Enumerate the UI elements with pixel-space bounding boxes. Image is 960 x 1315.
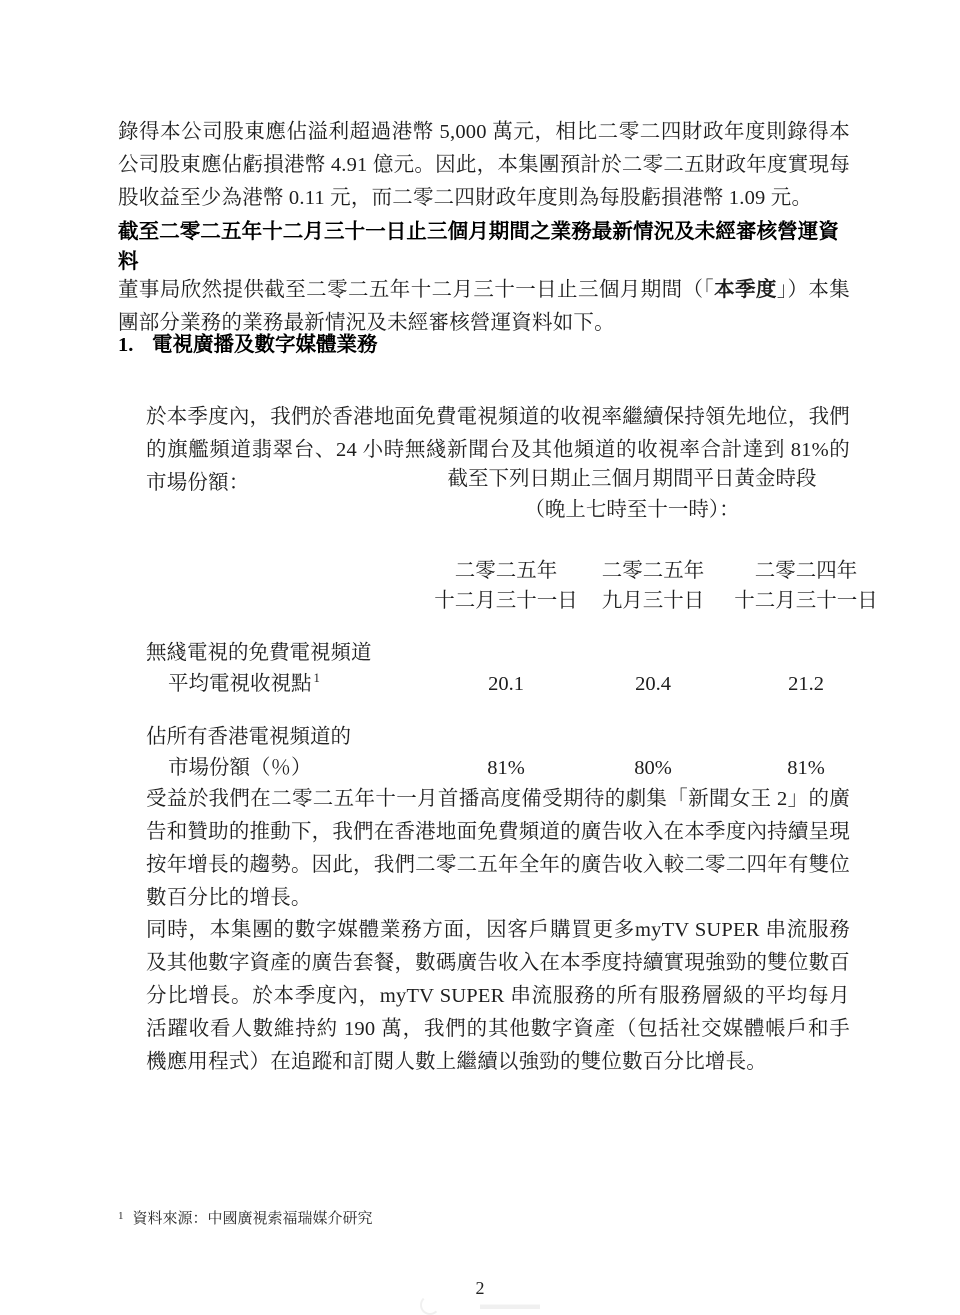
table-header-label-col — [146, 556, 432, 616]
table-row-1-label-line1: 無綫電視的免費電視頻道 — [146, 642, 372, 664]
table-header-col-2 — [588, 556, 718, 616]
table-row-1-label — [146, 638, 432, 700]
footnote — [118, 1208, 718, 1230]
table-header-row — [146, 556, 878, 616]
section-1-heading — [118, 330, 858, 360]
table-caption-line1: 截至下列日期止三個月期間平日黃金時段 — [447, 468, 817, 490]
table-header-col-1 — [432, 556, 580, 616]
table-row-1-value-1: 20.1 — [488, 673, 524, 695]
table-header-col-2-date: 九月三十日 — [601, 590, 705, 612]
footnote-marker-1: 1 — [313, 671, 320, 686]
table-row-1-label-line2: 平均電視收視點 $^1$ — [168, 671, 320, 695]
board-statement-after: 」）本集團部分業務的業務最新情況及未經審核營運資料如下。 — [118, 278, 850, 334]
board-statement-before: 董事局欣然提供截至二零二五年十二月三十一日止三個月期間（「 — [118, 278, 715, 301]
watermark-swirl-icon — [420, 1295, 440, 1315]
table-row-1-value-2: 20.4 — [635, 673, 671, 695]
page-watermark — [0, 1296, 960, 1314]
table-header-col-3-year: 二零二四年 — [754, 560, 858, 582]
advertising-paragraph: 受益於我們在二零二五年十一月首播高度備受期待的劇集「新聞女王 2」的廣告和贊助的推動下，我們在香港地面免費頻道的廣告收入在本季度內持續呈現按年增長的趨勢。因此，我們二零二五年全年的廣告收入較二零二四年有雙位數百分比的增長。 — [146, 787, 850, 909]
table-header-col-3 — [732, 556, 880, 616]
table-header-col-3-date: 十二月三十一日 — [734, 590, 878, 612]
table-row — [146, 722, 858, 784]
table-header-col-2-year: 二零二五年 — [601, 560, 705, 582]
table-row-1-value-3: 21.2 — [788, 673, 824, 695]
table-header-spacer-b — [718, 556, 732, 616]
section-1-title: 電視廣播及數字媒體業務 — [152, 334, 378, 356]
table-row-2-value-1: 81% — [487, 757, 525, 779]
table-row-2-value-2: 80% — [634, 757, 672, 779]
section-1-number: 1. — [118, 334, 134, 356]
table-row-2-label-line2: 市場份額（％） — [168, 757, 312, 779]
period-heading: 截至二零二五年十二月三十一日止三個月期間之業務最新情況及未經審核營運資料 — [118, 221, 839, 273]
ratings-paragraph: 於本季度內，我們於香港地面免費電視頻道的收視率繼續保持領先地位，我們的旗艦頻道翡翠台、24 小時無綫新聞台及其他頻道的收視率合計達到 81%的市場份額： — [146, 405, 850, 494]
ratings-table — [146, 462, 878, 784]
table-row-2-value-3: 81% — [787, 757, 825, 779]
table-row-2-label — [146, 722, 432, 784]
table-row — [146, 638, 858, 700]
board-statement-bold-term: 本季度 — [714, 278, 777, 301]
footnote-text: 資料來源：中國廣視索福瑞媒介研究 — [132, 1211, 373, 1227]
footnote-number: 1 — [118, 1210, 124, 1222]
table-caption — [406, 462, 858, 526]
table-header-col-1-date: 十二月三十一日 — [434, 590, 578, 612]
table-header-spacer-a — [580, 556, 588, 616]
digital-media-paragraph: 同時，本集團的數字媒體業務方面，因客戶購買更多myTV SUPER 串流服務及其他數字資產的廣告套餐，數碼廣告收入在本季度持續實現強勁的雙位數百分比增長。於本季度內，myTV SUPER 串流服務的所有服務層級的平均每月活躍收看人數維持約 190 萬，我們的其他數字資產（包括社交媒體帳戶和手機應用程式）在追蹤和訂閱人數上繼續以強勁的雙位數百分比增長。 — [146, 918, 850, 1073]
intro-paragraph: 錄得本公司股東應佔溢利超過港幣 5,000 萬元，相比二零二四財政年度則錄得本公司股東應佔虧損港幣 4.91 億元。因此，本集團預計於二零二五財政年度實現每股收益至少為港幣 0.11 元，而二零二四財政年度則為每股虧損港幣 1.09 元。 — [118, 120, 850, 209]
watermark-block: ▬▬▬▬ — [480, 1296, 540, 1313]
table-header-col-1-year: 二零二五年 — [454, 560, 558, 582]
table-caption-line2: （晚上七時至十一時）： — [524, 499, 740, 521]
table-row-2-label-line1: 佔所有香港電視頻道的 — [146, 726, 351, 748]
page-number: 2 — [475, 1278, 485, 1298]
